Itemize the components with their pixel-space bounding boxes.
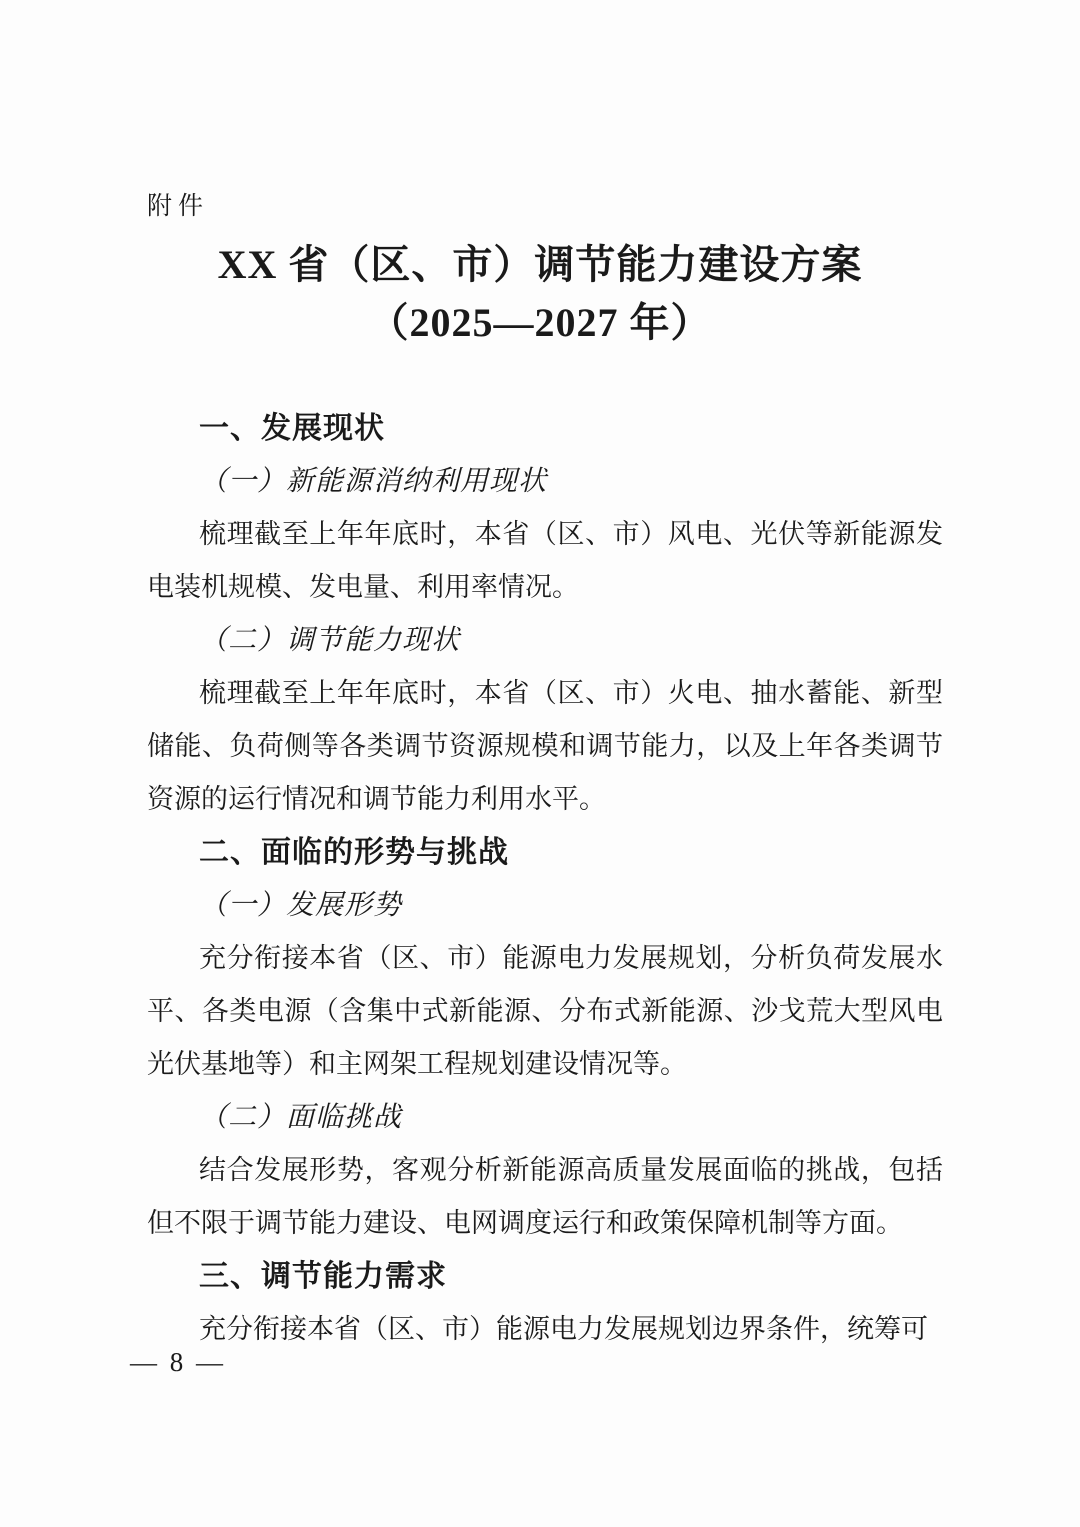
section-heading-2: 二、面临的形势与挑战	[199, 836, 509, 869]
paragraph-2-1-1: 充分衔接本省（区、市）能源电力发展规划，分析负荷发展水平、各类电源（含集中式新能源、分布式新能源、沙戈荒大型风电光伏基地等）和主网架工程规划建设情况等。	[147, 943, 943, 1079]
subsection-heading-2-1: （一）发展形势	[199, 890, 403, 921]
subsection-heading-2-2: （二）面临挑战	[199, 1102, 403, 1133]
paragraph-1-2-1: 梳理截至上年年底时，本省（区、市）火电、抽水蓄能、新型储能、负荷侧等各类调节资源规模和调节能力，以及上年各类调节资源的运行情况和调节能力利用水平。	[147, 678, 943, 814]
subsection-heading-1-1: （一）新能源消纳利用现状	[199, 466, 548, 497]
subsection-heading-1-2: （二）调节能力现状	[199, 625, 461, 656]
paragraph-2-2-1: 结合发展形势，客观分析新能源高质量发展面临的挑战，包括但不限于调节能力建设、电网调度运行和政策保障机制等方面。	[147, 1155, 943, 1238]
document-title-line-1: XX 省（区、市）调节能力建设方案	[217, 242, 863, 287]
section-heading-3: 三、调节能力需求	[199, 1260, 447, 1293]
document-title	[0, 236, 1080, 352]
paragraph-1-1-1: 梳理截至上年年底时，本省（区、市）风电、光伏等新能源发电装机规模、发电量、利用率情况。	[147, 519, 943, 602]
attachment-label: 附件	[147, 193, 210, 220]
paragraph-3-0-1: 充分衔接本省（区、市）能源电力发展规划边界条件，统筹可	[199, 1314, 928, 1344]
document-body	[147, 402, 943, 1356]
section-heading-1: 一、发展现状	[199, 412, 385, 445]
document-title-line-2: （2025—2027 年）	[368, 300, 712, 345]
page-number: — 8 —	[130, 1347, 226, 1377]
